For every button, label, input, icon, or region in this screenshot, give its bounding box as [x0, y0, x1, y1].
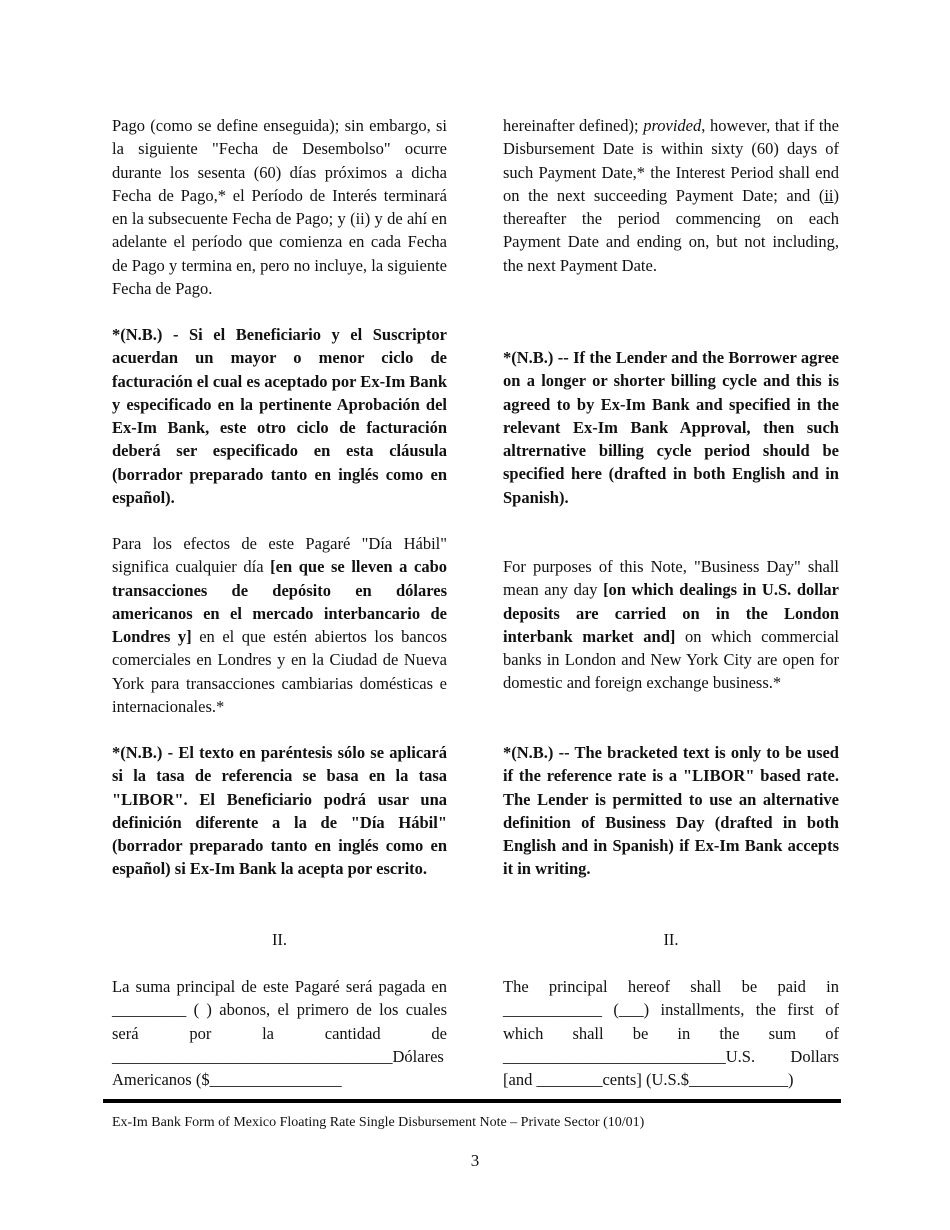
note-libor-en: *(N.B.) -- The bracketed text is only to be used if the reference rate is a "LIBOR" based rate. The Lender is permitted to use an alternative definition of Business Day (drafted in both English and in Spanish) if Ex-Im Bank accepts it in writing.	[503, 743, 839, 879]
footer-rule	[103, 1099, 841, 1103]
footer-text: Ex-Im Bank Form of Mexico Floating Rate Single Disbursement Note – Private Sector (10/01)	[112, 1115, 645, 1130]
page-number: 3	[470, 1151, 480, 1170]
note-billing-cycle-es: *(N.B.) - Si el Beneficiario y el Suscriptor acuerdan un mayor o menor ciclo de facturación el cual es aceptado por Ex-Im Bank y especificado en la pertinente Aprobación del Ex-Im Bank, este otro ciclo de facturación deberá ser especificado en esta cláusula (borrador preparado tanto en inglés como en español).	[112, 325, 447, 508]
paragraph-payment-period-en: hereinafter defined); provided, however, that if the Disbursement Date is within sixty (60) days of such Payment Date,* the Interest Period shall end on the next succeeding Payment Date; and (ii) thereafter the period commencing on each Payment Date and ending on, but not including, the next Payment Date.	[503, 116, 839, 275]
paragraph-principal-en: The principal hereof shall be paid in ____________ (___) installments, the first of which shall be in the sum of ___________________________U.S. Dollars [and ________cents] (U.S.$____________)	[503, 977, 839, 1090]
section-number-en: II.	[663, 930, 679, 949]
paragraph-payment-period-es: Pago (como se define enseguida); sin embargo, si la siguiente "Fecha de Desembolso" ocurre durante los sesenta (60) días próximos a dicha Fecha de Pago,* el Período de Interés terminará en la subsecuente Fecha de Pago; y (ii) y de ahí en adelante el período que comienza en cada Fecha de Pago y termina en, pero no incluye, la siguiente Fecha de Pago.	[112, 116, 447, 299]
paragraph-business-day-en: For purposes of this Note, "Business Day" shall mean any day [on which dealings in U.S. dollar deposits are carried on in the London interbank market and] on which commercial banks in London and New York City are open for domestic and foreign exchange business.*	[503, 557, 839, 693]
note-libor-es: *(N.B.) - El texto en paréntesis sólo se aplicará si la tasa de referencia se basa en la tasa "LIBOR". El Beneficiario podrá usar una definición diferente a la de "Día Hábil" (borrador preparado tanto en inglés como en español) si Ex-Im Bank la acepta por escrito.	[112, 743, 447, 879]
section-number-es: II.	[271, 930, 288, 949]
note-billing-cycle-en: *(N.B.) -- If the Lender and the Borrower agree on a longer or shorter billing cycle and this is agreed to by Ex-Im Bank and specified in the relevant Ex-Im Bank Approval, then such altrernative billing cycle period should be specified here (drafted in both English and in Spanish).	[503, 348, 839, 507]
paragraph-business-day-es: Para los efectos de este Pagaré "Día Hábil" significa cualquier día [en que se lleven a cabo transacciones de depósito en dólares americanos en el mercado interbancario de Londres y] en el que estén abiertos los bancos comerciales en Londres y en la Ciudad de Nueva York para transacciones cambiarias domésticas e internacionales.*	[112, 534, 447, 717]
paragraph-principal-es: La suma principal de este Pagaré será pagada en _________ ( ) abonos, el primero de los cuales será por la cantidad de __________________________________Dólares Americanos ($________________	[112, 977, 447, 1090]
